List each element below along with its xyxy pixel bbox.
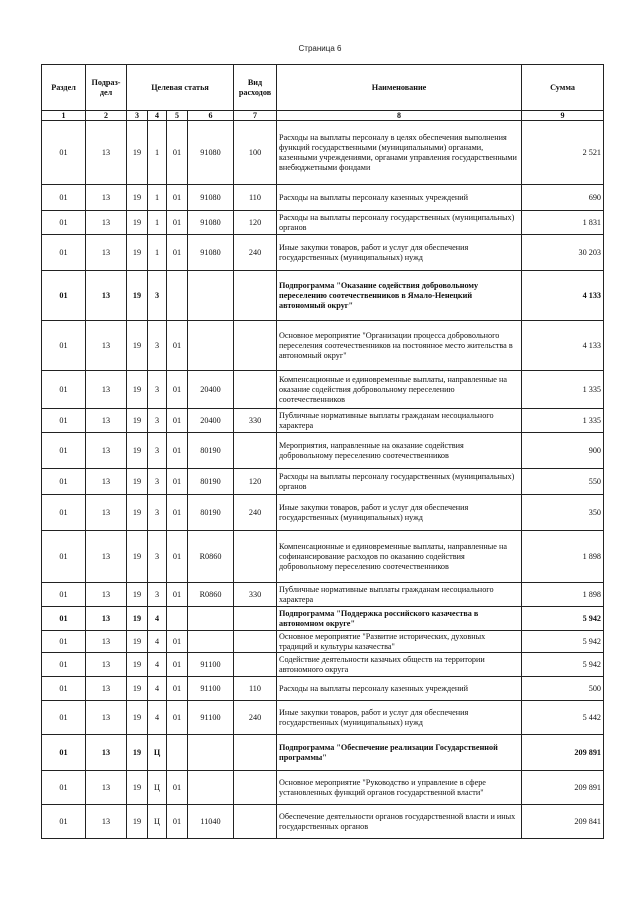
column-number-row	[42, 111, 604, 121]
cell-vid-rashodov	[234, 531, 277, 583]
cell-podrazdel: 13	[86, 701, 127, 735]
cell-target-program: 19	[127, 271, 148, 321]
table-row	[42, 631, 604, 653]
cell-razdel: 01	[42, 121, 86, 185]
cell-target-event: 01	[167, 805, 188, 839]
cell-target-direction: 91100	[188, 701, 234, 735]
cell-podrazdel: 13	[86, 371, 127, 409]
cell-podrazdel: 13	[86, 321, 127, 371]
col-header-razdel: Раздел	[42, 65, 86, 111]
cell-vid-rashodov: 240	[234, 495, 277, 531]
cell-vid-rashodov	[234, 271, 277, 321]
cell-target-direction: 80190	[188, 433, 234, 469]
cell-naimenovanie: Обеспечение деятельности органов государственной власти и иных государственных органов	[277, 805, 522, 839]
cell-vid-rashodov	[234, 321, 277, 371]
cell-vid-rashodov	[234, 433, 277, 469]
cell-razdel: 01	[42, 631, 86, 653]
cell-target-event: 01	[167, 653, 188, 677]
cell-razdel: 01	[42, 735, 86, 771]
cell-vid-rashodov	[234, 607, 277, 631]
cell-target-direction: R0860	[188, 583, 234, 607]
table-row	[42, 495, 604, 531]
cell-summa: 690	[522, 185, 604, 211]
table-row	[42, 607, 604, 631]
cell-naimenovanie: Расходы на выплаты персоналу казенных учреждений	[277, 185, 522, 211]
cell-target-subprogram: 4	[148, 631, 167, 653]
cell-summa: 900	[522, 433, 604, 469]
cell-podrazdel: 13	[86, 583, 127, 607]
cell-podrazdel: 13	[86, 531, 127, 583]
col-header-vid-rashodov: Вид расходов	[234, 65, 277, 111]
cell-vid-rashodov	[234, 735, 277, 771]
cell-target-program: 19	[127, 805, 148, 839]
cell-target-subprogram: 4	[148, 607, 167, 631]
cell-summa: 4 133	[522, 321, 604, 371]
cell-target-event: 01	[167, 409, 188, 433]
table-row	[42, 583, 604, 607]
cell-podrazdel: 13	[86, 805, 127, 839]
col-number: 7	[234, 111, 277, 121]
cell-podrazdel: 13	[86, 495, 127, 531]
cell-target-direction: 91080	[188, 235, 234, 271]
budget-table	[41, 64, 604, 839]
cell-target-event: 01	[167, 771, 188, 805]
cell-target-direction: 20400	[188, 409, 234, 433]
cell-target-subprogram: Ц	[148, 735, 167, 771]
cell-podrazdel: 13	[86, 121, 127, 185]
cell-naimenovanie: Основное мероприятие "Организации процесса добровольного переселения соотечественников на постоянное место жительства в автономный округ"	[277, 321, 522, 371]
col-number: 1	[42, 111, 86, 121]
cell-naimenovanie: Компенсационные и единовременные выплаты, направленные на софинансирование расходов по оказанию содействия добровольному переселению соотечественников	[277, 531, 522, 583]
cell-summa: 500	[522, 677, 604, 701]
cell-target-event: 01	[167, 433, 188, 469]
cell-razdel: 01	[42, 771, 86, 805]
cell-naimenovanie: Публичные нормативные выплаты гражданам несоциального характера	[277, 409, 522, 433]
cell-target-direction	[188, 631, 234, 653]
table-row	[42, 321, 604, 371]
cell-naimenovanie: Публичные нормативные выплаты гражданам несоциального характера	[277, 583, 522, 607]
cell-target-subprogram: 3	[148, 409, 167, 433]
cell-target-direction: R0860	[188, 531, 234, 583]
cell-vid-rashodov	[234, 631, 277, 653]
cell-target-program: 19	[127, 677, 148, 701]
cell-naimenovanie: Основное мероприятие "Руководство и управление в сфере установленных функций органов государственной власти"	[277, 771, 522, 805]
cell-target-event: 01	[167, 531, 188, 583]
cell-razdel: 01	[42, 211, 86, 235]
table-row	[42, 271, 604, 321]
cell-summa: 209 891	[522, 771, 604, 805]
cell-target-program: 19	[127, 433, 148, 469]
cell-summa: 5 942	[522, 607, 604, 631]
table-row	[42, 771, 604, 805]
cell-target-subprogram: 3	[148, 583, 167, 607]
cell-target-event: 01	[167, 469, 188, 495]
cell-vid-rashodov: 330	[234, 409, 277, 433]
cell-target-direction: 80190	[188, 495, 234, 531]
cell-target-program: 19	[127, 653, 148, 677]
col-number: 3	[127, 111, 148, 121]
cell-target-event: 01	[167, 677, 188, 701]
col-header-tselevaya-statya: Целевая статья	[127, 65, 234, 111]
cell-summa: 4 133	[522, 271, 604, 321]
cell-vid-rashodov: 110	[234, 185, 277, 211]
col-header-summa: Сумма	[522, 65, 604, 111]
table-row	[42, 409, 604, 433]
cell-vid-rashodov: 240	[234, 701, 277, 735]
cell-naimenovanie: Иные закупки товаров, работ и услуг для обеспечения государственных (муниципальных) нужд	[277, 495, 522, 531]
cell-naimenovanie: Расходы на выплаты персоналу в целях обеспечения выполнения функций государственными (муниципальными) органами, казенными учреждениями, органами управления государственными внебюджетными фондами	[277, 121, 522, 185]
col-number: 6	[188, 111, 234, 121]
col-header-naimenovanie: Наименование	[277, 65, 522, 111]
cell-target-direction	[188, 607, 234, 631]
cell-podrazdel: 13	[86, 211, 127, 235]
cell-target-direction: 11040	[188, 805, 234, 839]
table-row	[42, 531, 604, 583]
cell-target-direction	[188, 735, 234, 771]
cell-summa: 1 335	[522, 371, 604, 409]
cell-target-direction: 20400	[188, 371, 234, 409]
cell-target-program: 19	[127, 735, 148, 771]
cell-naimenovanie: Подпрограмма "Оказание содействия добровольному переселению соотечественников в Ямало-Ненецкий автономный округ"	[277, 271, 522, 321]
col-number: 2	[86, 111, 127, 121]
cell-razdel: 01	[42, 371, 86, 409]
cell-target-subprogram: 1	[148, 185, 167, 211]
cell-vid-rashodov	[234, 771, 277, 805]
cell-summa: 1 831	[522, 211, 604, 235]
cell-podrazdel: 13	[86, 409, 127, 433]
cell-target-event: 01	[167, 701, 188, 735]
table-row	[42, 235, 604, 271]
cell-target-subprogram: Ц	[148, 771, 167, 805]
cell-target-subprogram: 1	[148, 121, 167, 185]
table-row	[42, 469, 604, 495]
table-row	[42, 735, 604, 771]
cell-target-event	[167, 735, 188, 771]
cell-summa: 209 841	[522, 805, 604, 839]
cell-razdel: 01	[42, 185, 86, 211]
table-row	[42, 121, 604, 185]
cell-target-event: 01	[167, 121, 188, 185]
cell-naimenovanie: Содействие деятельности казачьих обществ на территории автономного округа	[277, 653, 522, 677]
cell-target-program: 19	[127, 211, 148, 235]
cell-podrazdel: 13	[86, 235, 127, 271]
cell-target-program: 19	[127, 701, 148, 735]
cell-razdel: 01	[42, 495, 86, 531]
cell-target-direction: 80190	[188, 469, 234, 495]
col-number: 5	[167, 111, 188, 121]
cell-razdel: 01	[42, 433, 86, 469]
col-header-podrazdel: Подраз- дел	[86, 65, 127, 111]
cell-naimenovanie: Основное мероприятие "Развитие исторических, духовных традиций и культуры казачества"	[277, 631, 522, 653]
cell-naimenovanie: Мероприятия, направленные на оказание содействия добровольному переселению соотечественников	[277, 433, 522, 469]
cell-razdel: 01	[42, 583, 86, 607]
cell-target-direction	[188, 321, 234, 371]
cell-naimenovanie: Расходы на выплаты персоналу казенных учреждений	[277, 677, 522, 701]
cell-target-subprogram: 4	[148, 701, 167, 735]
cell-target-subprogram: 3	[148, 371, 167, 409]
cell-podrazdel: 13	[86, 185, 127, 211]
cell-vid-rashodov: 100	[234, 121, 277, 185]
cell-razdel: 01	[42, 653, 86, 677]
cell-target-program: 19	[127, 607, 148, 631]
cell-target-program: 19	[127, 495, 148, 531]
cell-naimenovanie: Расходы на выплаты персоналу государственных (муниципальных) органов	[277, 469, 522, 495]
cell-target-event: 01	[167, 631, 188, 653]
cell-podrazdel: 13	[86, 271, 127, 321]
cell-target-program: 19	[127, 409, 148, 433]
cell-target-event: 01	[167, 371, 188, 409]
cell-target-program: 19	[127, 321, 148, 371]
cell-razdel: 01	[42, 701, 86, 735]
cell-vid-rashodov: 120	[234, 211, 277, 235]
table-row	[42, 211, 604, 235]
table-row	[42, 805, 604, 839]
cell-summa: 30 203	[522, 235, 604, 271]
cell-razdel: 01	[42, 469, 86, 495]
cell-target-direction: 91100	[188, 677, 234, 701]
cell-target-event: 01	[167, 235, 188, 271]
cell-summa: 5 942	[522, 631, 604, 653]
cell-summa: 2 521	[522, 121, 604, 185]
cell-target-program: 19	[127, 371, 148, 409]
cell-vid-rashodov	[234, 371, 277, 409]
cell-razdel: 01	[42, 321, 86, 371]
cell-target-subprogram: 3	[148, 271, 167, 321]
col-number: 8	[277, 111, 522, 121]
cell-target-subprogram: Ц	[148, 805, 167, 839]
cell-naimenovanie: Подпрограмма "Поддержка российского казачества в автономном округе"	[277, 607, 522, 631]
cell-summa: 350	[522, 495, 604, 531]
cell-summa: 5 442	[522, 701, 604, 735]
cell-target-event: 01	[167, 211, 188, 235]
cell-razdel: 01	[42, 271, 86, 321]
cell-podrazdel: 13	[86, 469, 127, 495]
col-number: 4	[148, 111, 167, 121]
cell-target-direction: 91080	[188, 185, 234, 211]
cell-naimenovanie: Иные закупки товаров, работ и услуг для обеспечения государственных (муниципальных) нужд	[277, 235, 522, 271]
cell-naimenovanie: Подпрограмма "Обеспечение реализации Государственной программы"	[277, 735, 522, 771]
cell-target-subprogram: 4	[148, 653, 167, 677]
table-row	[42, 433, 604, 469]
cell-target-program: 19	[127, 469, 148, 495]
cell-target-direction: 91080	[188, 211, 234, 235]
cell-summa: 209 891	[522, 735, 604, 771]
cell-target-event: 01	[167, 321, 188, 371]
cell-vid-rashodov: 120	[234, 469, 277, 495]
cell-target-event: 01	[167, 185, 188, 211]
cell-summa: 550	[522, 469, 604, 495]
cell-vid-rashodov: 240	[234, 235, 277, 271]
cell-summa: 1 898	[522, 583, 604, 607]
cell-naimenovanie: Компенсационные и единовременные выплаты, направленные на оказание содействия добровольному переселению соотечественников	[277, 371, 522, 409]
table-body	[42, 121, 604, 839]
cell-target-program: 19	[127, 185, 148, 211]
cell-podrazdel: 13	[86, 433, 127, 469]
table-row	[42, 701, 604, 735]
cell-podrazdel: 13	[86, 653, 127, 677]
cell-vid-rashodov	[234, 653, 277, 677]
cell-target-direction: 91080	[188, 121, 234, 185]
cell-target-event: 01	[167, 583, 188, 607]
cell-razdel: 01	[42, 607, 86, 631]
cell-razdel: 01	[42, 531, 86, 583]
cell-vid-rashodov: 330	[234, 583, 277, 607]
cell-target-subprogram: 3	[148, 531, 167, 583]
cell-summa: 1 335	[522, 409, 604, 433]
col-number: 9	[522, 111, 604, 121]
cell-podrazdel: 13	[86, 677, 127, 701]
cell-target-direction	[188, 771, 234, 805]
cell-target-subprogram: 4	[148, 677, 167, 701]
cell-podrazdel: 13	[86, 607, 127, 631]
cell-target-direction	[188, 271, 234, 321]
cell-podrazdel: 13	[86, 631, 127, 653]
cell-target-program: 19	[127, 235, 148, 271]
cell-target-program: 19	[127, 771, 148, 805]
cell-naimenovanie: Расходы на выплаты персоналу государственных (муниципальных) органов	[277, 211, 522, 235]
cell-target-program: 19	[127, 631, 148, 653]
cell-vid-rashodov	[234, 805, 277, 839]
cell-target-program: 19	[127, 583, 148, 607]
table-row	[42, 371, 604, 409]
cell-target-subprogram: 3	[148, 433, 167, 469]
table-row	[42, 677, 604, 701]
cell-razdel: 01	[42, 677, 86, 701]
cell-target-subprogram: 3	[148, 495, 167, 531]
cell-target-subprogram: 1	[148, 235, 167, 271]
cell-target-event: 01	[167, 495, 188, 531]
cell-target-event	[167, 607, 188, 631]
table-row	[42, 653, 604, 677]
cell-target-event	[167, 271, 188, 321]
cell-target-program: 19	[127, 531, 148, 583]
cell-naimenovanie: Иные закупки товаров, работ и услуг для обеспечения государственных (муниципальных) нужд	[277, 701, 522, 735]
cell-target-subprogram: 3	[148, 321, 167, 371]
cell-podrazdel: 13	[86, 771, 127, 805]
cell-target-subprogram: 1	[148, 211, 167, 235]
cell-razdel: 01	[42, 409, 86, 433]
cell-summa: 5 942	[522, 653, 604, 677]
cell-target-program: 19	[127, 121, 148, 185]
page-number-label: Страница 6	[298, 44, 342, 53]
table-row	[42, 185, 604, 211]
table-header	[42, 65, 604, 121]
cell-vid-rashodov: 110	[234, 677, 277, 701]
cell-target-direction: 91100	[188, 653, 234, 677]
cell-podrazdel: 13	[86, 735, 127, 771]
cell-razdel: 01	[42, 805, 86, 839]
cell-summa: 1 898	[522, 531, 604, 583]
cell-razdel: 01	[42, 235, 86, 271]
cell-target-subprogram: 3	[148, 469, 167, 495]
